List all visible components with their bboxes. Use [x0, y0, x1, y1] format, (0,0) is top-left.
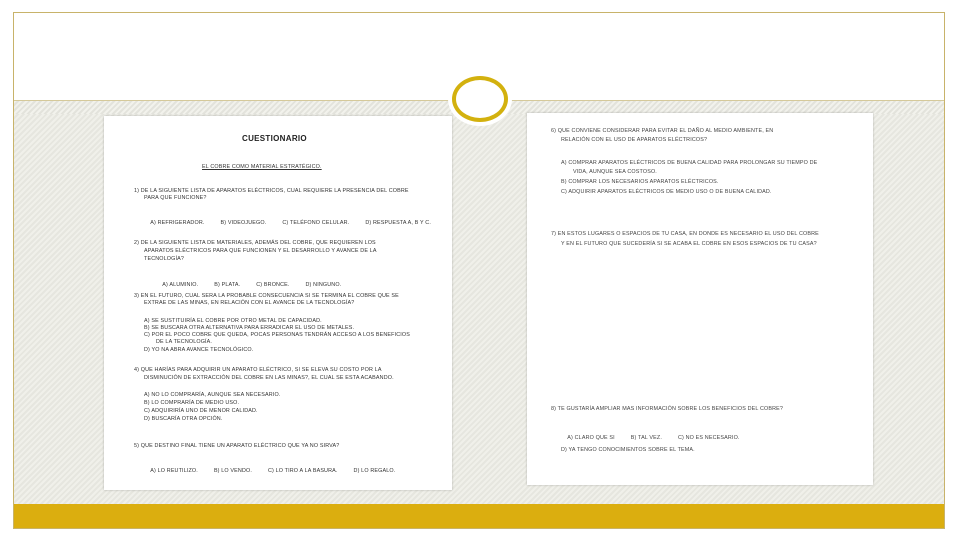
option: B) PLATA.: [214, 282, 241, 288]
question-3-line: 3) EN EL FUTURO, CUAL SERA LA PROBABLE CONSECUENCIA SI SE TERMINA EL COBRE QUE SE: [134, 293, 399, 299]
option: DE LA TECNOLOGÍA.: [156, 339, 213, 345]
option: D) YA TENGO CONOCIMIENTOS SOBRE EL TEMA.: [561, 447, 695, 453]
footer-bar: [14, 504, 944, 528]
option: D) NINGUNO.: [305, 282, 342, 288]
question-1-line: 1) DE LA SIGUIENTE LISTA DE APARATOS ELÉCTRICOS, CUAL REQUIERE LA PRESENCIA DEL COBRE: [134, 188, 409, 194]
question-8-options: [561, 428, 756, 449]
option: A) NO LO COMPRARÍA, AUNQUE SEA NECESARIO.: [144, 392, 281, 398]
question-2-line: TECNOLOGÍA?: [144, 256, 184, 262]
page-title: CUESTIONARIO: [242, 134, 307, 143]
option: C) TELÉFONO CELULAR.: [282, 220, 350, 226]
page-subtitle: EL COBRE COMO MATERIAL ESTRATÉGICO.: [202, 164, 322, 170]
option: VIDA, AUNQUE SEA COSTOSO.: [573, 169, 657, 175]
question-6-line: RELACIÓN CON EL USO DE APARATOS ELÉCTRICOS?: [561, 137, 708, 143]
option: C) LO TIRO A LA BASURA.: [267, 468, 338, 474]
option: A) COMPRAR APARATOS ELÉCTRICOS DE BUENA CALIDAD PARA PROLONGAR SU TIEMPO DE: [561, 160, 818, 166]
option: B) LO COMPRARÍA DE MEDIO USO.: [144, 400, 240, 406]
circle-ornament: [452, 76, 508, 122]
question-1-options: [144, 213, 447, 234]
option: D) YO NA ABRA AVANCE TECNOLÓGICO.: [144, 347, 254, 353]
option: B) SE BUSCARA OTRA ALTERNATIVA PARA ERRADICAR EL USO DE METALES.: [144, 325, 355, 331]
question-2-line: APARATOS ELÉCTRICOS PARA QUE FUNCIONEN Y EL DESARROLLO Y AVANCE DE LA: [144, 248, 377, 254]
question-5-line: 5) QUE DESTINO FINAL TIENE UN APARATO ELÉCTRICO QUE YA NO SIRVA?: [134, 443, 340, 449]
question-3-line: EXTRAE DE LAS MINAS, EN RELACIÓN CON EL AVANCE DE LA TECNOLOGÍA?: [144, 300, 355, 306]
option: D) BUSCARÍA OTRA OPCIÓN.: [144, 416, 223, 422]
option: A) ALUMINIO.: [162, 282, 199, 288]
option: A) LO REUTILIZO.: [150, 468, 198, 474]
question-2-line: 2) DE LA SIGUIENTE LISTA DE MATERIALES, ADEMÁS DEL COBRE, QUE REQUIEREN LOS: [134, 240, 376, 246]
question-6-line: 6) QUE CONVIENE CONSIDERAR PARA EVITAR EL DAÑO AL MEDIO AMBIENTE, EN: [551, 128, 774, 134]
option: C) ADQUIRIR APARATOS ELÉCTRICOS DE MEDIO USO O DE BUENA CALIDAD.: [561, 189, 772, 195]
option: B) COMPRAR LOS NECESARIOS APARATOS ELÉCTRICOS.: [561, 179, 719, 185]
question-4-line: 4) QUE HARÍAS PARA ADQUIRIR UN APARATO ELÉCTRICO, SI SE ELEVA SU COSTO POR LA: [134, 367, 382, 373]
question-1-line: PARA QUE FUNCIONE?: [144, 195, 207, 201]
option: A) SE SUSTITUIRÍA EL COBRE POR OTRO METAL DE CAPACIDAD.: [144, 318, 322, 324]
option: B) VIDEOJUEGO.: [220, 220, 267, 226]
document-page-right: [527, 113, 873, 485]
option: C) BRONCE.: [256, 282, 290, 288]
question-4-line: DISMINUCIÓN DE EXTRACCIÓN DEL COBRE EN LAS MINAS?, EL CUAL SE ESTA ACABANDO.: [144, 375, 394, 381]
option: B) TAL VEZ.: [630, 435, 662, 441]
document-page-left: [104, 116, 452, 490]
option: C) POR EL POCO COBRE QUE QUEDA, POCAS PERSONAS TENDRÁN ACCESO A LOS BENEFICIOS: [144, 332, 411, 338]
question-8-line: 8) TE GUSTARÍA AMPLIAR MAS INFORMACIÓN SOBRE LOS BENEFICIOS DEL COBRE?: [551, 406, 784, 412]
option: D) LO REGALO.: [353, 468, 396, 474]
option: A) REFRIGERADOR.: [150, 220, 205, 226]
question-7-line: Y EN EL FUTURO QUE SUCEDERÍA SI SE ACABA EL COBRE EN ESOS ESPACIOS DE TU CASA?: [561, 241, 817, 247]
option: C) ADQUIRIRÍA UNO DE MENOR CALIDAD.: [144, 408, 258, 414]
question-5-options: [144, 461, 411, 482]
option: A) CLARO QUE SI: [567, 435, 615, 441]
option: B) LO VENDO.: [213, 468, 252, 474]
option: C) NO ES NECESARIO.: [678, 435, 740, 441]
question-7-line: 7) EN ESTOS LUGARES O ESPACIOS DE TU CASA, EN DONDE ES NECESARIO EL USO DEL COBRE: [551, 231, 819, 237]
option: D) RESPUESTA A, B Y C.: [365, 220, 431, 226]
